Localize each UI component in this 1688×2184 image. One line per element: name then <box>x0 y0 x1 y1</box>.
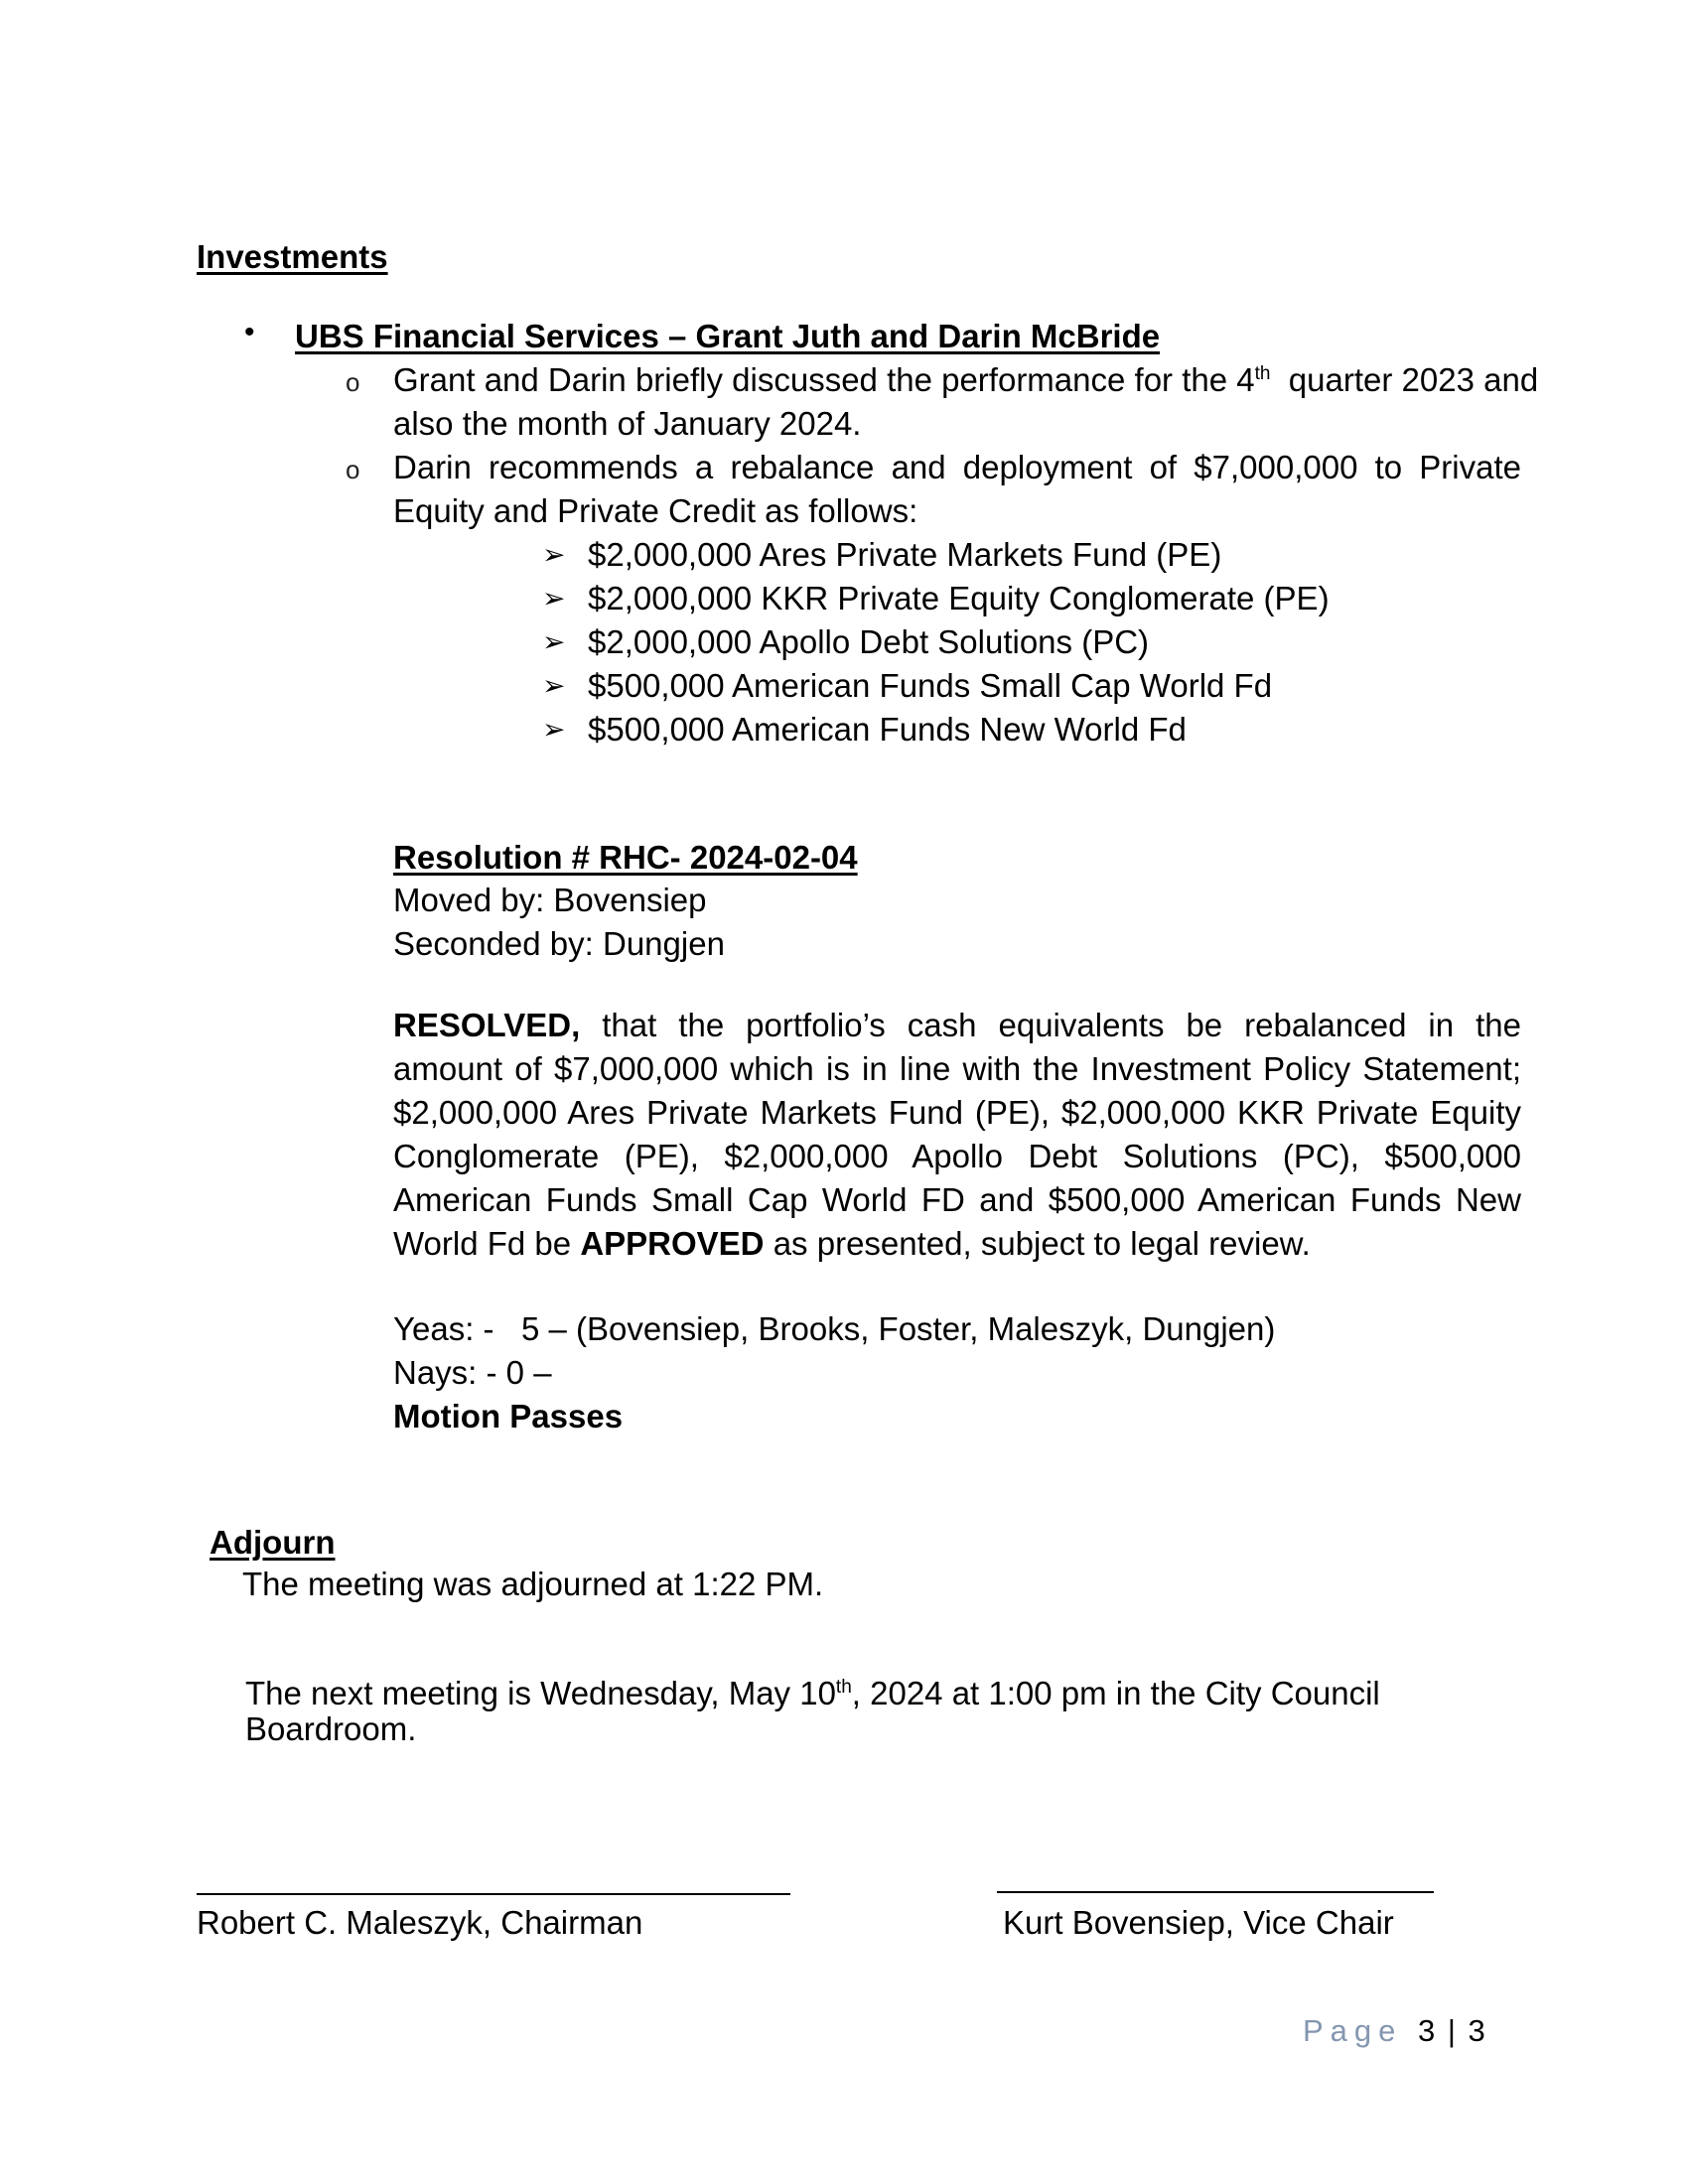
sub-bullet-1-line-1: Grant and Darin briefly discussed the performance for the 4th quarter 2023 and <box>393 361 1539 398</box>
resolved-label: RESOLVED, <box>393 1007 581 1043</box>
adjourn-heading: Adjourn <box>210 1524 336 1561</box>
next-meeting-line-2: Boardroom. <box>245 1710 417 1747</box>
vote-nays: Nays: - 0 – <box>393 1354 552 1391</box>
signature-line-left <box>197 1893 790 1895</box>
resolution-text: RESOLVED, that the portfolio’s cash equivalents be rebalanced in the amount of $7,000,000 which is in line with the Investment Policy Statement; $2,000,000 Ares Private Markets Fund (PE), $2,000,000 KKR Private Equity Conglomerate (PE), $2,000,000 Apollo Debt Solutions (PC), $500,000 American Funds Small Cap World FD and $500,000 American Funds New World Fd be APPROVED as presented, subject to legal review. <box>393 1007 1521 1262</box>
sub-bullet-1-line-2: also the month of January 2024. <box>393 405 862 442</box>
ubs-heading: UBS Financial Services – Grant Juth and Darin McBride <box>295 318 1161 354</box>
arrow-bullet-icon: ➢ <box>542 539 566 570</box>
allocation-item: $500,000 American Funds New World Fd <box>588 711 1187 748</box>
signature-name-right: Kurt Bovensiep, Vice Chair <box>1003 1904 1394 1941</box>
allocation-item: $2,000,000 KKR Private Equity Conglomerate (PE) <box>588 580 1330 616</box>
bullet-dot: • <box>244 316 255 348</box>
arrow-bullet-icon: ➢ <box>542 714 566 745</box>
sub-bullet-circle: o <box>346 367 360 397</box>
allocation-item: $2,000,000 Ares Private Markets Fund (PE) <box>588 536 1222 573</box>
sub-bullet-circle: o <box>346 455 360 484</box>
page-number: 3 | 3 <box>1418 2013 1487 2048</box>
moved-by: Moved by: Bovensiep <box>393 882 707 918</box>
investments-heading: Investments <box>197 238 388 275</box>
resolution-number: Resolution # RHC- 2024-02-04 <box>393 839 858 876</box>
signature-name-left: Robert C. Maleszyk, Chairman <box>197 1904 643 1941</box>
allocation-item: $2,000,000 Apollo Debt Solutions (PC) <box>588 623 1150 660</box>
sub-bullet-2-line-2: Equity and Private Credit as follows: <box>393 492 918 529</box>
sub-bullet-2-line-1: Darin recommends a rebalance and deployment of $7,000,000 to Private <box>393 449 1521 485</box>
vote-yeas: Yeas: - 5 – (Bovensiep, Brooks, Foster, Maleszyk, Dungjen) <box>393 1310 1276 1347</box>
arrow-bullet-icon: ➢ <box>542 626 566 657</box>
allocation-item: $500,000 American Funds Small Cap World Fd <box>588 667 1273 704</box>
seconded-by: Seconded by: Dungjen <box>393 925 725 962</box>
signature-line-right <box>997 1891 1434 1893</box>
page-footer <box>1303 2013 1487 2049</box>
motion-outcome: Motion Passes <box>393 1398 624 1434</box>
adjourn-text: The meeting was adjourned at 1:22 PM. <box>242 1566 824 1602</box>
arrow-bullet-icon: ➢ <box>542 670 566 701</box>
next-meeting-line-1: The next meeting is Wednesday, May 10th, 2024 at 1:00 pm in the City Council <box>245 1675 1380 1711</box>
approved-label: APPROVED <box>580 1225 765 1262</box>
arrow-bullet-icon: ➢ <box>542 583 566 614</box>
page-label: Page <box>1303 2013 1403 2048</box>
